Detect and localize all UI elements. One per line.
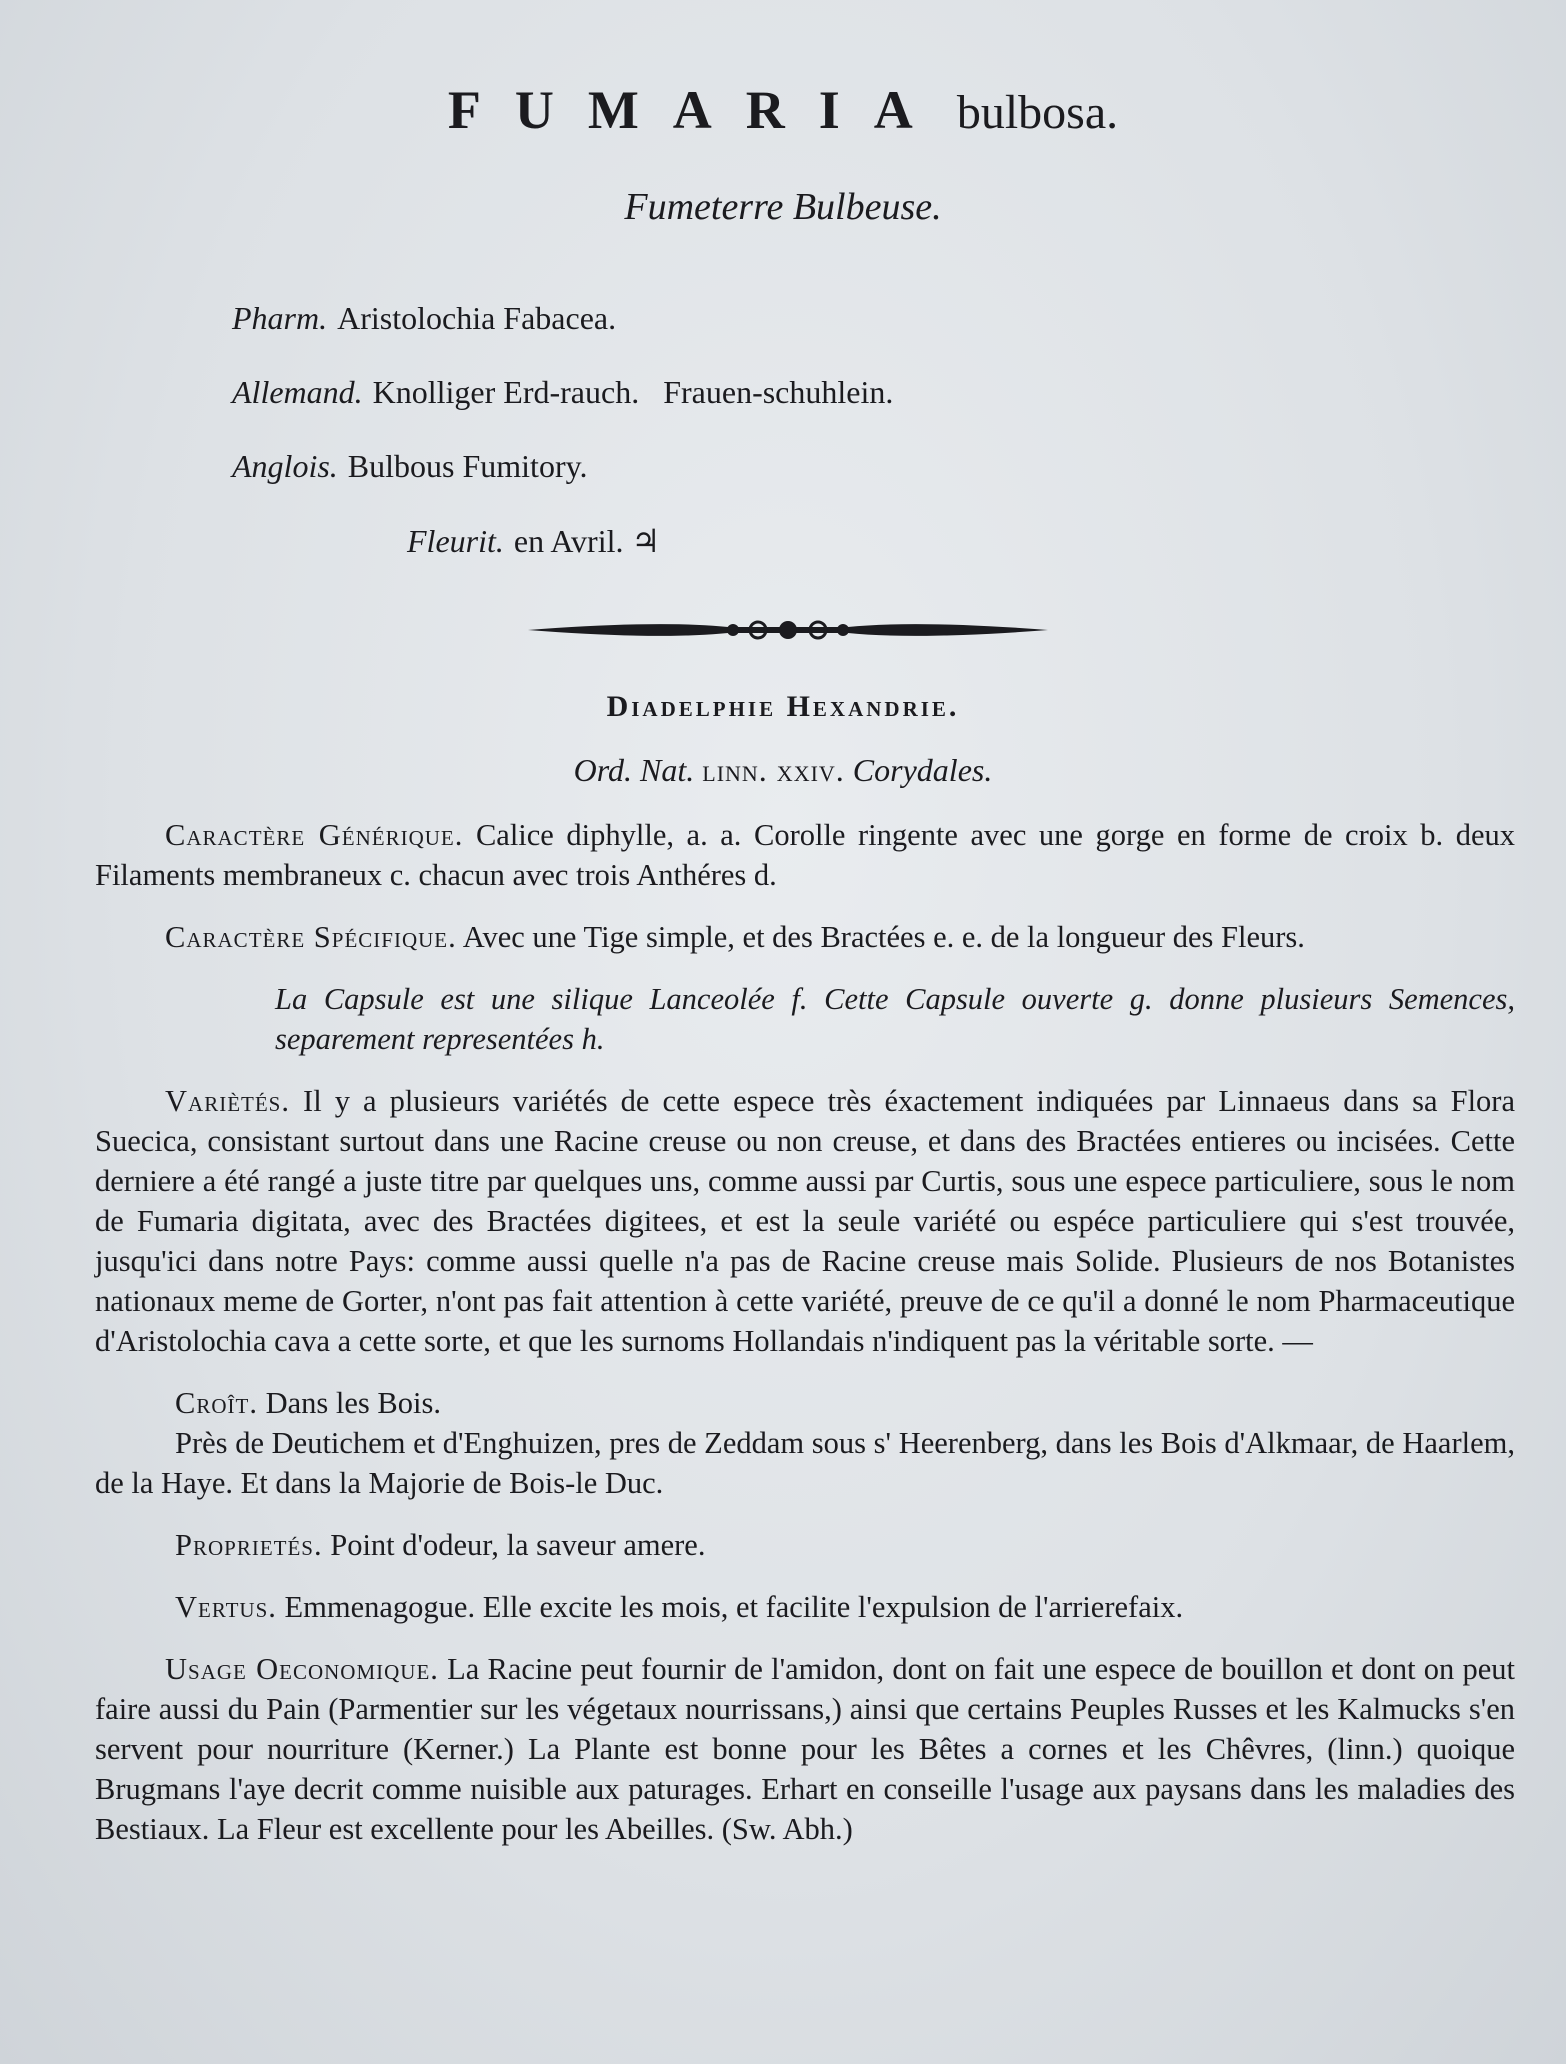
vernacular-names [232, 300, 893, 596]
genus-name: FUMARIA [447, 80, 947, 140]
economic-use-section: Usage Oeconomique. La Racine peut fournir de l'amidon, dont on fait une espece de bouillon et dont on peut faire aussi du Pain (Parmentier sur les végetaux nourrissans,) ainsi que certains Peuples Russes et les Kalmucks s'en servent pour nourriture (Kerner.) La Plante est bonne pour les Bêtes a cornes et les Chêvres, (linn.) quoique Brugmans l'aye decrit comme nuisible aux paturages. Erhart en conseille l'usage aux paysans dans les maladies des Bestiaux. La Fleur est excellente pour les Abeilles. (Sw. Abh.) [95, 1652, 1516, 1846]
virtues-section: Vertus. Emmenagogue. Elle excite les mois, et facilite l'expulsion de l'arrierefaix. [175, 1590, 1184, 1624]
page-title [0, 70, 1566, 153]
generic-character: Caractère Générique. Calice diphylle, a. a. Corolle ringente avec une gorge en forme de croix b. deux Filaments membraneux c. chacun avec trois Anthéres d. [95, 818, 1516, 892]
name-row-allemand: Allemand. Knolliger Erd-rauch. Frauen-schuhlein. [232, 374, 894, 410]
name-row-anglois: Anglois. Bulbous Fumitory. [232, 448, 588, 484]
ornament-divider-icon [528, 610, 1048, 650]
habitat-section: Croît. Dans les Bois. [175, 1386, 441, 1420]
habitat-places: Près de Deutichem et d'Enghuizen, pres de Zeddam sous s' Heerenberg, dans les Bois d'Alkmaar, de Haarlem, de la Haye. Et dans la Majorie de Bois-le Duc. [95, 1426, 1515, 1500]
specific-character: Caractère Spécifique. Avec une Tige simple, et des Bractées e. e. de la longueur des Fleurs. [165, 920, 1305, 954]
description-body [95, 815, 1515, 1871]
name-row-fleurit: Fleurit. en Avril. ♃ [407, 523, 661, 559]
varieties-section: Variètés. Il y a plusieurs variétés de cette espece très éxactement indiquées par Linnaeus dans sa Flora Suecica, consistant surtout dans une Racine creuse ou non creuse, et dans des Bractées entieres ou incisées. Cette derniere a été rangé a juste titre par quelques uns, comme aussi par Curtis, sous une espece particuliere, sous le nom de Fumaria digitata, avec des Bractées digitees, et est la seule variété ou espéce particuliere qui s'est trouvée, jusqu'ici dans notre Pays: comme aussi quelle n'a pas de Racine creuse mais Solide. Plusieurs de nos Botanistes nationaux meme de Gorter, n'ont pas fait attention à cette variété, preuve de ce qu'il a donné le nom Pharmaceutique d'Aristolochia cava a cette sorte, et que les surnoms Hollandais n'indiquent pas la véritable sorte. — [95, 1084, 1516, 1358]
name-row-pharm: Pharm. Aristolochia Fabacea. [232, 300, 617, 336]
species-name: bulbosa. [956, 86, 1119, 139]
properties-section: Proprietés. Point d'odeur, la saveur amere. [175, 1528, 706, 1562]
capsule-note: La Capsule est une silique Lanceolée f. Cette Capsule ouverte g. donne plusieurs Semences, separement representées h. [275, 982, 1515, 1056]
french-name: Fumeterre Bulbeuse. [624, 186, 942, 228]
classification-heading: Diadelphie Hexandrie. [606, 690, 960, 723]
natural-order: Ord. Nat. linn. xxiv. Corydales. [573, 752, 993, 788]
